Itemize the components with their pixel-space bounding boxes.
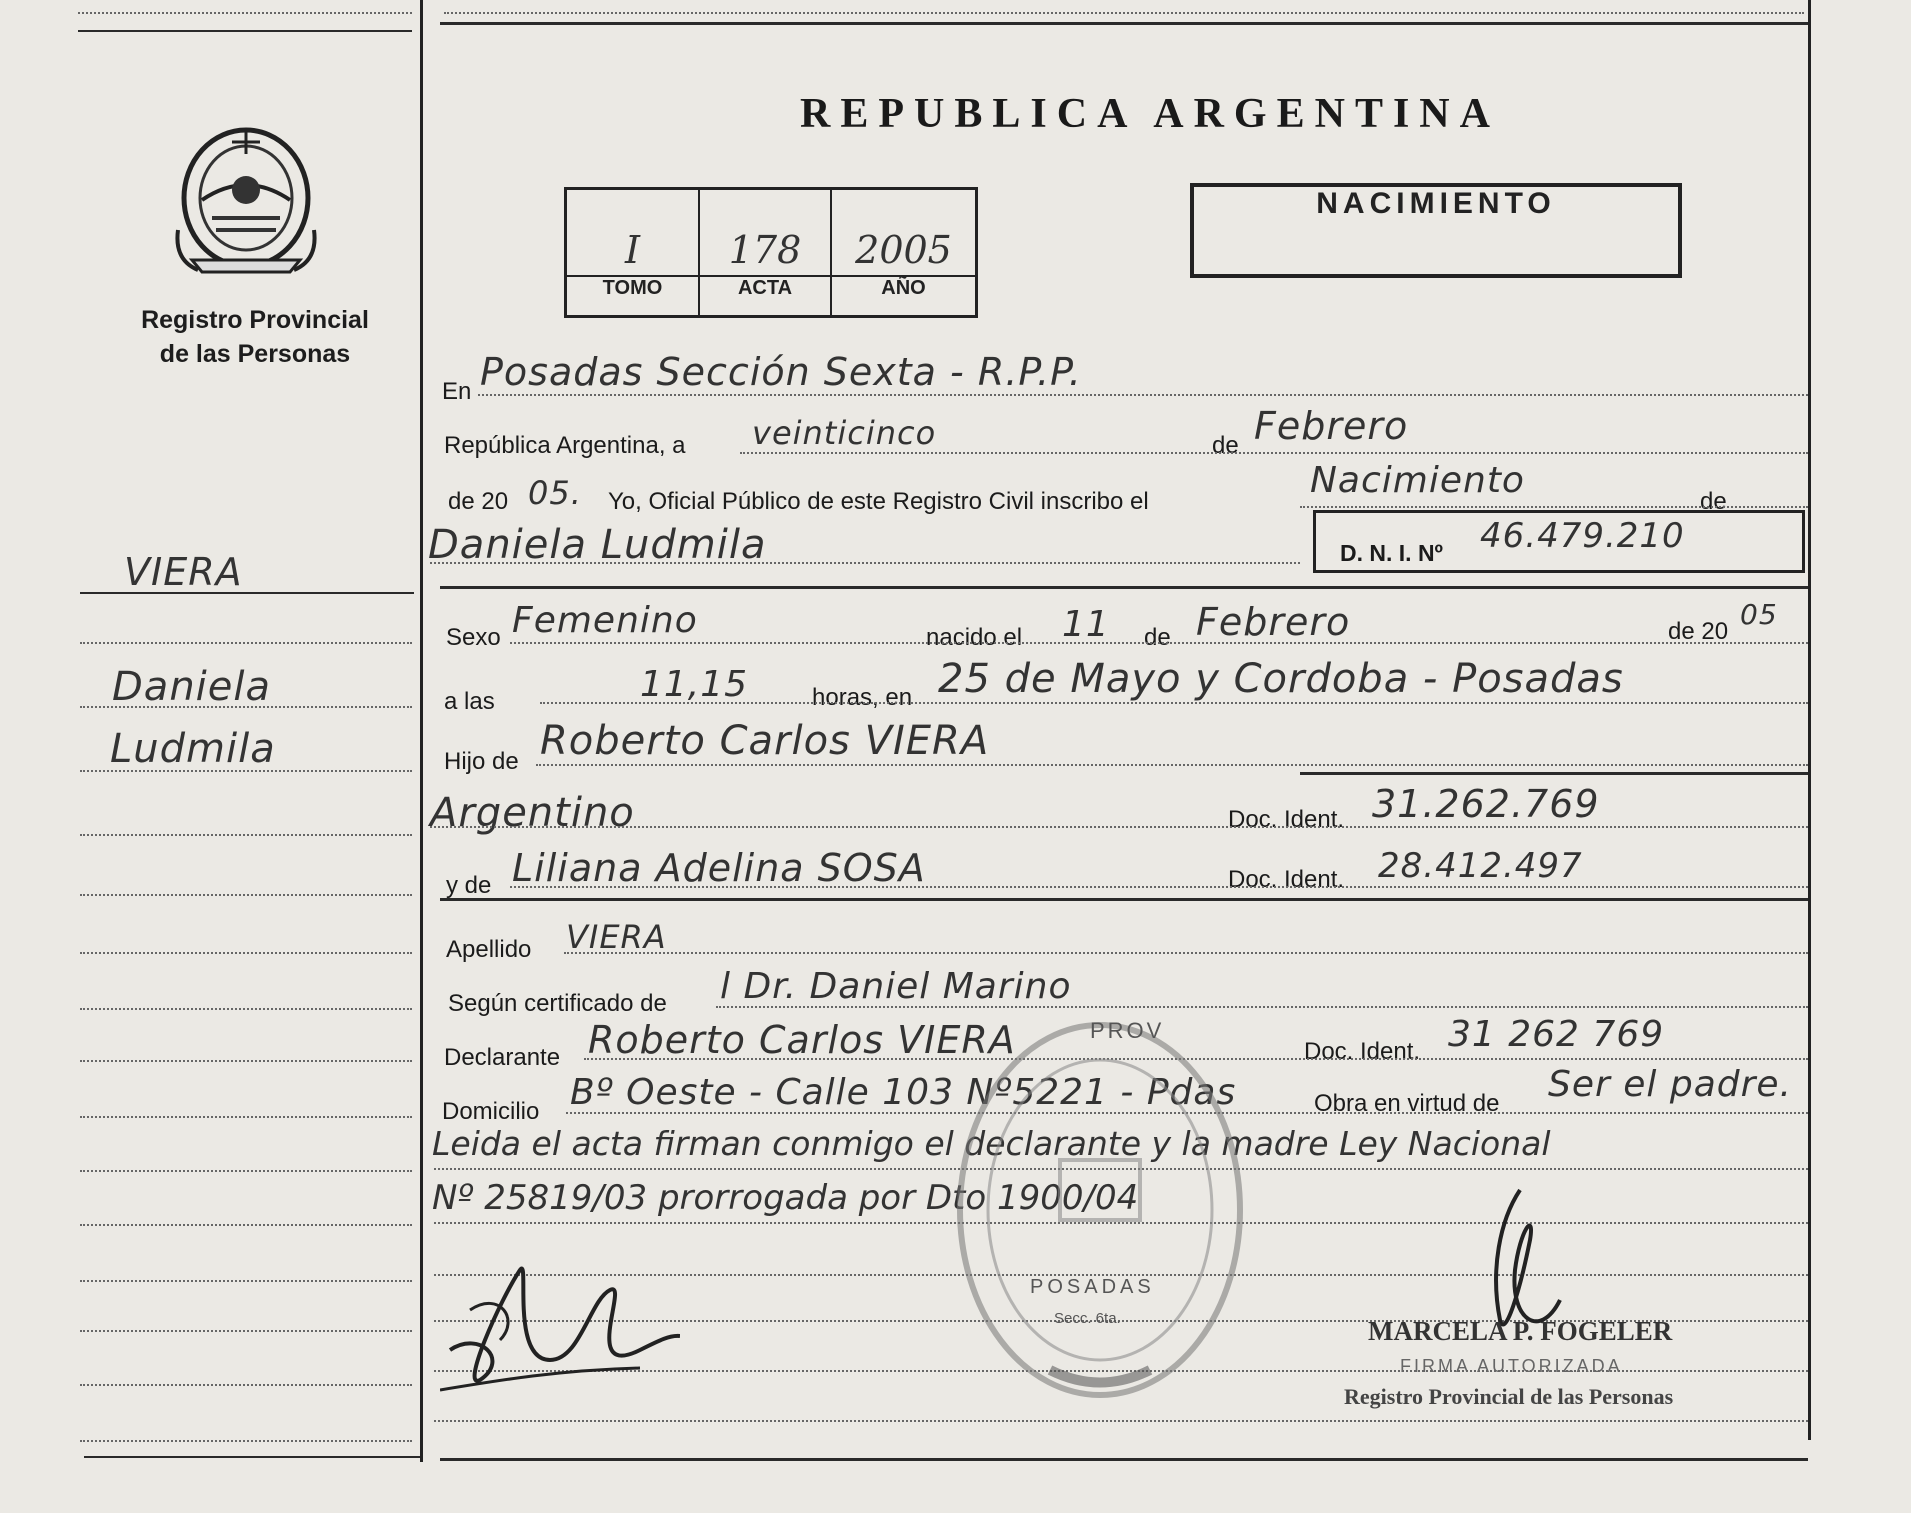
child-name: Daniela Ludmila — [428, 522, 767, 568]
official-seal-stamp — [950, 1010, 1250, 1410]
of-label: de — [1700, 488, 1727, 515]
at-label: a las — [444, 688, 495, 715]
hours-label: horas, en — [812, 684, 913, 711]
tomo-cell — [567, 190, 698, 315]
official-label: Yo, Oficial Público de este Registro Civil inscribo el — [608, 488, 1149, 515]
declarant-doc: 31 262 769 — [1448, 1014, 1665, 1055]
section-rule — [440, 898, 1808, 901]
year-label: AÑO — [832, 275, 975, 315]
acta-cell — [698, 190, 830, 315]
sidebar-given-name-1: Daniela — [112, 664, 272, 710]
sidebar-dotted-line — [80, 1280, 412, 1282]
certificate-label: Según certificado de — [448, 990, 667, 1017]
birth-day: 11 — [1062, 604, 1110, 645]
form-dotted-line — [716, 1006, 1808, 1008]
sidebar-dotted-line — [80, 1224, 412, 1226]
father-name: Roberto Carlos VIERA — [540, 718, 990, 764]
year-cell — [830, 190, 975, 315]
mother-name: Liliana Adelina SOSA — [512, 846, 926, 890]
form-dotted-line — [536, 764, 1808, 766]
sidebar-dotted-line — [80, 1116, 412, 1118]
record-type-value: Nacimiento — [1310, 460, 1525, 501]
sidebar-dotted-line — [80, 834, 412, 836]
stamp-name: MARCELA P. FOGELER — [1368, 1316, 1673, 1346]
sidebar-dotted-line — [80, 952, 412, 954]
dni-value: 46.479.210 — [1480, 516, 1685, 556]
sidebar-dotted-line — [80, 1384, 412, 1386]
address-value: Bº Oeste - Calle 103 Nº5221 - Pdas — [570, 1072, 1237, 1113]
declarant-label: Declarante — [444, 1044, 561, 1071]
hour-value: 11,15 — [640, 664, 749, 705]
year-suffix: 05. — [528, 474, 582, 512]
sidebar-given-name-2: Ludmila — [110, 726, 276, 772]
father-nationality: Argentino — [430, 790, 635, 836]
dni-label: D. N. I. Nº — [1340, 540, 1443, 566]
mother-doc: 28.412.497 — [1378, 846, 1583, 886]
tomo-label: TOMO — [567, 275, 698, 315]
document-title: REPUBLICA ARGENTINA — [800, 91, 1500, 137]
birth-month-label: de — [1144, 624, 1171, 651]
top-rule-left — [78, 30, 412, 32]
bottom-rule-left — [84, 1456, 420, 1458]
form-dotted-line — [564, 952, 1808, 954]
sidebar-dotted-line — [80, 1060, 412, 1062]
stamp-role: FIRMA AUTORIZADA — [1400, 1356, 1623, 1376]
seal-top-text: PROV — [1090, 1018, 1165, 1043]
sidebar-surname-rule — [80, 592, 414, 594]
section-rule — [1300, 772, 1808, 775]
sidebar-dotted-line — [80, 642, 412, 644]
sidebar-dotted-line — [80, 894, 412, 896]
declarant-doc-label: Doc. Ident. — [1304, 1038, 1421, 1065]
mother-doc-label: Doc. Ident. — [1228, 866, 1345, 893]
sidebar-dotted-line — [80, 1008, 412, 1010]
day-written: veinticinco — [752, 414, 937, 452]
birth-year: 05 — [1740, 598, 1778, 631]
registry-name-line1: Registro Provincial — [141, 306, 369, 334]
address-label: Domicilio — [442, 1098, 540, 1125]
tomo-value: I — [624, 228, 640, 272]
birth-year-label: de 20 — [1668, 618, 1729, 645]
acta-value: 178 — [728, 228, 802, 272]
surname-label: Apellido — [446, 936, 532, 963]
child-of-label: Hijo de — [444, 748, 519, 775]
and-of-label: y de — [446, 872, 492, 899]
top-dotted-line — [78, 12, 412, 14]
acts-value: Ser el padre. — [1548, 1064, 1792, 1105]
place-value: Posadas Sección Sexta - R.P.P. — [480, 350, 1082, 394]
section-rule — [440, 586, 1808, 589]
act-type-box: NACIMIENTO — [1190, 183, 1682, 278]
form-dotted-line — [1300, 506, 1808, 508]
form-dotted-line — [510, 642, 1808, 644]
form-dotted-line — [430, 826, 1808, 828]
record-number-table — [564, 187, 978, 318]
form-dotted-line — [540, 702, 1808, 704]
certificate-value: l Dr. Daniel Marino — [720, 966, 1072, 1007]
surname-value: VIERA — [566, 918, 667, 956]
year-prefix-label: de 20 — [448, 488, 509, 515]
place-label: En — [442, 378, 472, 405]
acts-label: Obra en virtud de — [1314, 1090, 1500, 1117]
column-divider — [420, 0, 423, 1462]
sidebar-dotted-line — [80, 1440, 412, 1442]
father-doc: 31.262.769 — [1372, 782, 1600, 826]
right-frame — [1808, 0, 1811, 1440]
sidebar-dotted-line — [80, 1170, 412, 1172]
father-doc-label: Doc. Ident. — [1228, 806, 1345, 833]
year-value: 2005 — [855, 228, 952, 272]
month-value: Febrero — [1254, 404, 1409, 448]
birth-place: 25 de Mayo y Cordoba - Posadas — [938, 656, 1624, 702]
birth-month: Febrero — [1196, 600, 1351, 644]
top-dotted-line-right — [444, 12, 1804, 14]
born-label: nacido el — [926, 624, 1023, 651]
bottom-rule-right — [440, 1458, 1808, 1461]
seal-section-text: Secc. 6ta. — [1054, 1310, 1121, 1327]
sidebar-dotted-line — [80, 770, 412, 772]
sex-value: Femenino — [512, 600, 698, 641]
form-dotted-line — [430, 562, 1300, 564]
month-label: de — [1212, 432, 1239, 459]
note-line-2: Nº 25819/03 prorrogada por Dto 1900/04 — [432, 1178, 1139, 1218]
registry-name-line2: de las Personas — [159, 340, 351, 368]
stamp-office: Registro Provincial de las Personas — [1344, 1384, 1674, 1409]
form-dotted-line — [510, 886, 1808, 888]
form-dotted-line — [434, 1420, 1808, 1422]
sidebar-dotted-line — [80, 1330, 412, 1332]
declarant-signature — [440, 1240, 680, 1400]
provincial-emblem-icon — [172, 120, 320, 280]
note-line-1: Leida el acta firman conmigo el declarante y la madre Ley Nacional — [432, 1124, 1551, 1163]
seal-city-text: POSADAS — [1030, 1276, 1155, 1298]
sidebar-dotted-line — [80, 706, 412, 708]
republic-label: República Argentina, a — [444, 432, 686, 459]
top-rule-right — [440, 22, 1808, 25]
form-dotted-line — [478, 394, 1808, 396]
acta-label: ACTA — [700, 275, 830, 315]
declarant-name: Roberto Carlos VIERA — [588, 1018, 1016, 1062]
sidebar-surname: VIERA — [124, 550, 243, 594]
sex-label: Sexo — [446, 624, 501, 651]
form-dotted-line — [740, 452, 1808, 454]
